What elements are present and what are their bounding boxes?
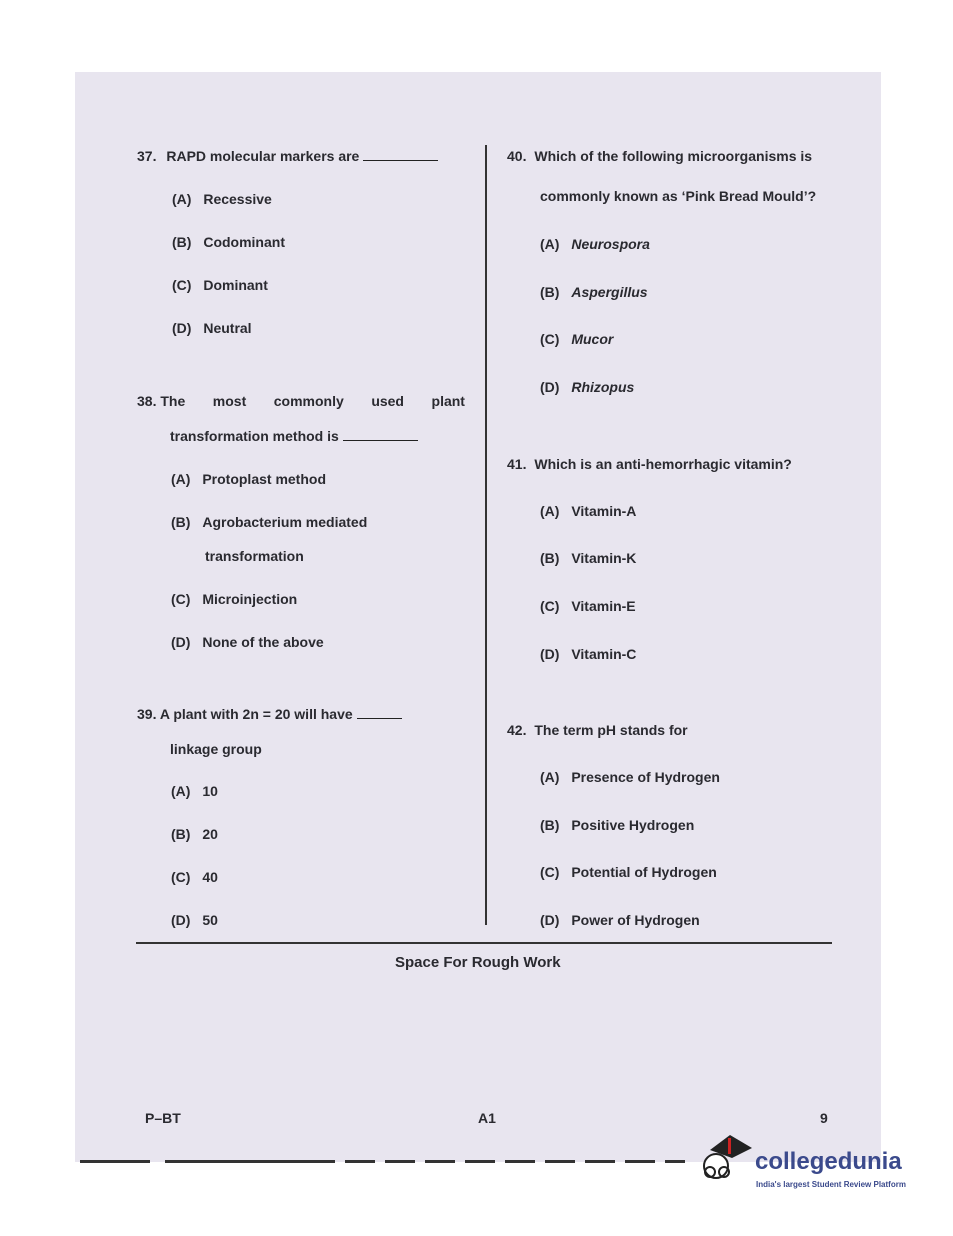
page-number: 9 xyxy=(820,1110,828,1126)
question-38: 38. The most commonly used plant xyxy=(137,393,465,409)
q37-option-c: (C) Dominant xyxy=(172,277,268,293)
cut-line xyxy=(165,1160,335,1163)
q39-option-d: (D) 50 xyxy=(171,912,218,928)
q39-option-b: (B) 20 xyxy=(171,826,218,842)
collegedunia-mascot-icon xyxy=(700,1130,756,1195)
q39-option-a: (A) 10 xyxy=(171,783,218,799)
q42-option-b: (B) Positive Hydrogen xyxy=(540,817,695,833)
q37-option-a: (A) Recessive xyxy=(172,191,272,207)
question-42: 42. The term pH stands for xyxy=(507,722,688,738)
q42-option-c: (C) Potential of Hydrogen xyxy=(540,864,717,880)
q42-option-d: (D) Power of Hydrogen xyxy=(540,912,700,928)
logo-tagline: India's largest Student Review Platform xyxy=(756,1180,906,1189)
question-39: 39. A plant with 2n = 20 will have xyxy=(137,706,402,722)
divider-line xyxy=(136,942,832,944)
q38-option-a: (A) Protoplast method xyxy=(171,471,326,487)
cut-line xyxy=(345,1160,685,1163)
cut-line xyxy=(80,1160,150,1163)
q37-option-d: (D) Neutral xyxy=(172,320,252,336)
footer-code: P–BT xyxy=(145,1110,181,1126)
q40-option-d: (D) Rhizopus xyxy=(540,379,635,395)
q40-option-a: (A) Neurospora xyxy=(540,236,650,252)
q38-option-b-cont: transformation xyxy=(205,548,304,564)
q42-option-a: (A) Presence of Hydrogen xyxy=(540,769,720,785)
q41-option-d: (D) Vitamin-C xyxy=(540,646,637,662)
q38-option-c: (C) Microinjection xyxy=(171,591,298,607)
q41-option-a: (A) Vitamin-A xyxy=(540,503,637,519)
question-41: 41. Which is an anti-hemorrhagic vitamin? xyxy=(507,456,792,472)
question-37: 37. RAPD molecular markers are xyxy=(137,148,438,164)
q41-option-c: (C) Vitamin-E xyxy=(540,598,636,614)
q40-option-c: (C) Mucor xyxy=(540,331,614,347)
question-40: 40. Which of the following microorganisms is xyxy=(507,148,813,164)
q39-option-c: (C) 40 xyxy=(171,869,218,885)
question-40-cont: commonly known as ‘Pink Bread Mould’? xyxy=(540,188,817,204)
collegedunia-logo: collegedunia xyxy=(755,1148,902,1175)
question-38-cont: transformation method is xyxy=(170,428,418,444)
column-divider xyxy=(485,145,487,925)
rough-work-label: Space For Rough Work xyxy=(395,954,561,971)
q38-option-b: (B) Agrobacterium mediated xyxy=(171,514,368,530)
question-39-cont: linkage group xyxy=(170,741,262,757)
q38-option-d: (D) None of the above xyxy=(171,634,324,650)
q37-option-b: (B) Codominant xyxy=(172,234,285,250)
q40-option-b: (B) Aspergillus xyxy=(540,284,648,300)
footer-set: A1 xyxy=(478,1110,496,1126)
q41-option-b: (B) Vitamin-K xyxy=(540,550,637,566)
